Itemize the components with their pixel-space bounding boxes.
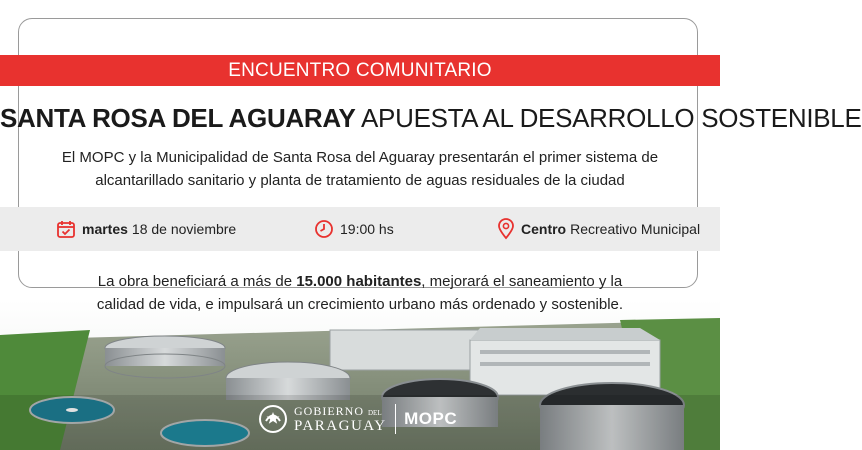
headline-rest: APUESTA AL DESARROLLO SOSTENIBLE — [361, 103, 862, 133]
event-place-text: Recreativo Municipal — [570, 221, 701, 237]
description-part-1: La obra beneficiará a más de — [97, 273, 293, 290]
location-pin-icon — [497, 218, 515, 240]
gov-line-1-small: DEL — [368, 409, 382, 417]
clock-icon — [314, 219, 334, 239]
event-date-weekday: martes — [82, 221, 128, 237]
event-time-text: 19:00 hs — [340, 221, 394, 237]
footer-logos — [258, 402, 457, 436]
event-type-banner — [0, 55, 720, 86]
event-time — [314, 207, 394, 251]
description-part-2: , mejorará el saneamiento y la calidad de vida, e impulsará un crecimiento urbano más ordenado y sostenible. — [96, 273, 624, 313]
government-seal-icon — [258, 404, 288, 434]
mopc-wordmark: MOPC — [404, 409, 458, 428]
government-wordmark — [294, 405, 387, 433]
gov-line-2: PARAGUAY — [294, 418, 387, 434]
headline-bold: SANTA ROSA DEL AGUARAY — [0, 103, 356, 133]
project-description — [90, 270, 630, 316]
banner-label: ENCUENTRO COMUNITARIO — [228, 59, 492, 81]
subtitle-line-1: El MOPC y la Municipalidad de Santa Rosa del Aguaray presentarán el primer sistema de — [61, 149, 659, 166]
event-date-text: 18 de noviembre — [131, 221, 237, 237]
gov-line-1: GOBIERNO — [294, 404, 364, 418]
logo-divider — [395, 404, 397, 434]
description-highlight: 15.000 habitantes — [296, 273, 422, 290]
calendar-icon — [56, 219, 76, 239]
event-place — [497, 207, 700, 251]
subtitle-line-2: alcantarillado sanitario y planta de tratamiento de aguas residuales de la ciudad — [95, 172, 625, 189]
event-info-bar — [0, 207, 720, 251]
event-place-bold: Centro — [521, 221, 567, 237]
subtitle — [60, 146, 660, 192]
headline — [0, 103, 862, 134]
event-date — [56, 207, 236, 251]
